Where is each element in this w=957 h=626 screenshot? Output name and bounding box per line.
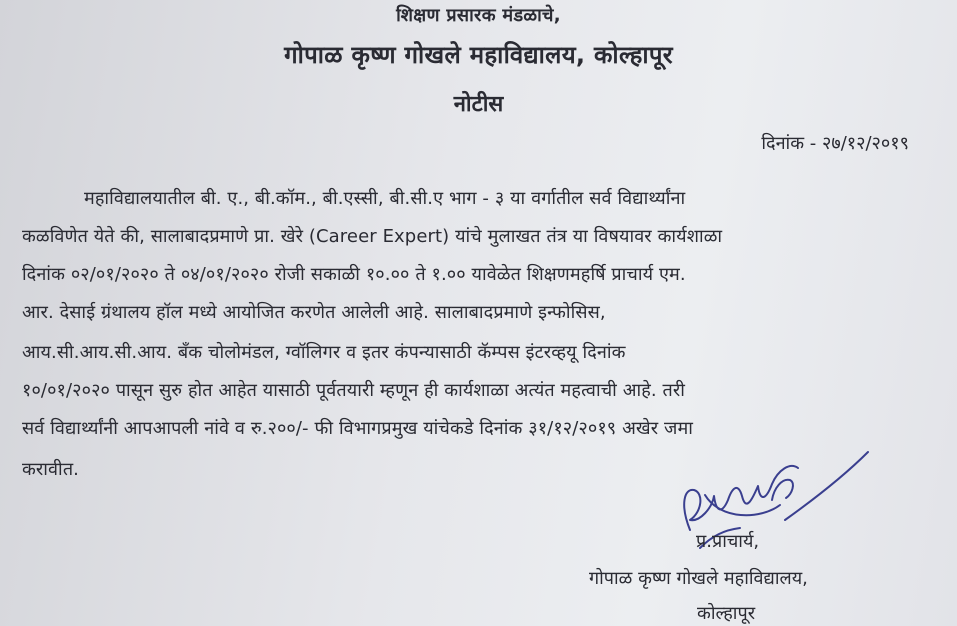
body-line: आर. देसाई ग्रंथालय हॉल मध्ये आयोजित करणेत आलेली आहे. सालाबादप्रमाणे इन्फोसिस, [22, 302, 606, 323]
notice-title: नोटीस [453, 92, 504, 117]
signatory-college: गोपाळ कृष्ण गोखले महाविद्यालय, [589, 568, 808, 589]
body-line: कळविणेत येते की, सालाबादप्रमाणे प्रा. खेरे (Career Expert) यांचे मुलाखत तंत्र या विषयावर कार्यशाळा [22, 226, 723, 247]
body-line: महाविद्यालयातील बी. ए., बी.कॉम., बी.एस्सी, बी.सी.ए भाग - ३ या वर्गातील सर्व विद्यार्थ्यांना [84, 188, 686, 209]
body-line: आय.सी.आय.सी.आय. बँक चोलोमंडल, ग्वॉलिगर व इतर कंपन्यासाठी कॅम्पस इंटरव्हयू दिनांक [22, 342, 626, 363]
body-line: दिनांक ०२/०१/२०२० ते ०४/०१/२०२० रोजी सकाळी १०.०० ते १.०० यावेळेत शिक्षणमहर्षि प्राचार्य एम. [22, 264, 686, 285]
notice-date: दिनांक - २७/१२/२०१९ [761, 133, 909, 154]
body-line: १०/०१/२०२० पासून सुरु होत आहेत यासाठी पूर्वतयारी म्हणून ही कार्यशाळा अत्यंत महत्वाची आहे. तरी [22, 380, 686, 401]
organization-name: शिक्षण प्रसारक मंडळाचे, [396, 5, 561, 26]
signatory-city: कोल्हापूर [697, 603, 756, 624]
signatory-title: प्र.प्राचार्य, [696, 531, 760, 552]
body-line: सर्व विद्यार्थ्यांनी आपआपली नांवे व रु.२००/- फी विभागप्रमुख यांचेकडे दिनांक ३१/१२/२०१९ अखेर जमा [22, 418, 694, 439]
college-name: गोपाळ कृष्ण गोखले महाविद्यालय, कोल्हापूर [284, 41, 673, 69]
body-line: करावीत. [22, 459, 79, 480]
